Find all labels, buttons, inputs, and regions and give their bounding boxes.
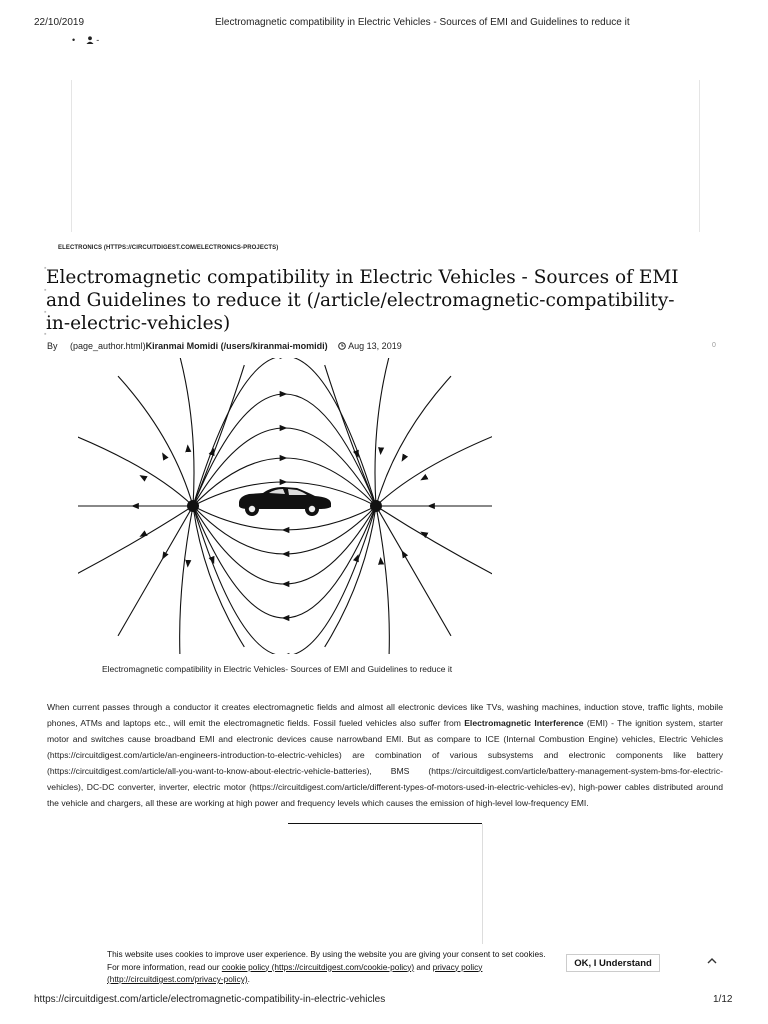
field-arc-upper xyxy=(193,358,376,506)
emi-field-figure xyxy=(78,358,492,654)
field-line-right-arrow xyxy=(424,477,427,479)
privacy-policy-link[interactable]: privacy policy (http://circuitdigest.com/privacy-policy) xyxy=(107,961,483,984)
field-line-left-arrow xyxy=(164,554,166,557)
field-lines-diagram xyxy=(78,358,492,654)
cookie-text: This website uses cookies to improve user experience. By using the website you are giving your consent to set cookies. For more information, read our xyxy=(107,949,546,972)
field-line-left xyxy=(193,365,244,506)
ad-placeholder xyxy=(71,80,700,232)
cookie-accept-button[interactable]: OK, I Understand xyxy=(566,954,660,972)
author-page-link[interactable]: (page_author.html) xyxy=(70,341,146,351)
paragraph-part-1: When current passes through a conductor it creates electromagnetic fields and almost all electronic devices like TVs, washing machines, induction stove, traffic lights, mobile phones, ATMs and laptops etc., will emit the electromagnetic fields. Fossil fueled vehicles also suffer from xyxy=(47,702,723,728)
field-line-left xyxy=(180,358,194,506)
field-line-right-arrow xyxy=(424,534,427,536)
field-line-right xyxy=(325,365,376,506)
print-url: https://circuitdigest.com/article/electromagnetic-compatibility-in-electric-vehicles xyxy=(34,994,386,1005)
field-line-left-arrow xyxy=(143,477,146,479)
user-menu[interactable] xyxy=(72,35,99,45)
menu-bullet: • xyxy=(72,35,76,45)
left-charge-node xyxy=(187,500,199,512)
embed-border xyxy=(288,823,482,824)
field-line-right xyxy=(376,376,451,506)
car-icon xyxy=(239,487,331,516)
category-link[interactable]: ELECTRONICS (HTTPS://CIRCUITDIGEST.COM/ELECTRONICS-PROJECTS) xyxy=(58,245,279,251)
field-line-left-arrow xyxy=(212,451,213,454)
field-line-right-arrow xyxy=(356,451,357,454)
byline xyxy=(47,341,402,351)
field-line-left xyxy=(118,376,193,506)
print-page-title: Electromagnetic compatibility in Electric Vehicles - Sources of EMI and Guidelines to reduce it xyxy=(215,17,630,28)
field-line-right xyxy=(376,431,492,506)
publish-date: Aug 13, 2019 xyxy=(348,341,402,351)
author-link[interactable]: Kiranmai Momidi (/users/kiranmai-momidi) xyxy=(145,341,328,351)
cookie-policy-link[interactable]: cookie policy (https://circuitdigest.com/cookie-policy) xyxy=(221,961,415,972)
emi-bold-term: Electromagnetic Interference xyxy=(464,718,584,728)
field-line-left xyxy=(118,506,193,636)
cookie-text-end: . xyxy=(247,974,250,984)
field-line-right-arrow xyxy=(404,456,406,459)
figure-caption: Electromagnetic compatibility in Electric Vehicles- Sources of EMI and Guidelines to reduce it xyxy=(102,664,453,674)
field-arc-lower xyxy=(193,506,376,530)
intro-paragraph xyxy=(47,699,723,811)
field-line-right xyxy=(325,506,376,647)
cookie-text-and: and xyxy=(414,961,433,972)
field-line-left xyxy=(78,431,193,506)
field-line-right-arrow xyxy=(404,554,406,557)
scroll-top-icon[interactable] xyxy=(706,955,718,969)
embed-border-side xyxy=(482,824,483,944)
by-label: By xyxy=(47,341,58,351)
field-line-right xyxy=(376,506,389,654)
field-line-right xyxy=(376,506,451,636)
share-icon[interactable]: ▪ xyxy=(44,331,47,338)
field-line-left-arrow xyxy=(143,534,146,536)
article-title[interactable]: Electromagnetic compatibility in Electric Vehicles - Sources of EMI and Guidelines to reduce it (/article/electromagnetic-compatibility-in-electric-vehicles) xyxy=(46,267,679,334)
field-line-left xyxy=(180,506,193,654)
field-line-left xyxy=(78,506,193,581)
field-line-right-arrow xyxy=(356,558,357,561)
share-icon[interactable]: ▪ xyxy=(44,265,47,272)
cookie-notice xyxy=(107,948,552,986)
user-icon[interactable] xyxy=(86,35,100,45)
user-menu-caret: - xyxy=(96,35,100,45)
clock-icon xyxy=(338,341,348,351)
comment-count-value: 0 xyxy=(712,342,716,349)
comments-count[interactable] xyxy=(712,342,716,349)
field-line-left-arrow xyxy=(212,558,213,561)
print-page-number: 1/12 xyxy=(713,994,733,1005)
field-arc-lower xyxy=(193,506,376,654)
field-line-left xyxy=(193,506,244,647)
field-line-right xyxy=(375,358,389,506)
paragraph-part-2: (EMI) - The ignition system, starter motor and switches cause broadband EMI and electronic devices cause narrowband EMI. But as compare to ICE (Internal Combustion Engine) vehicles, Electric Vehicles (https://circuitdigest.com/article/an-engineers-introduction-to-electric-vehicles) are combination of various subsystems and electronic components like battery (https://circuitdigest.com/article/all-you-want-to-know-about-electric-vehicle-batteries), BMS (https://circuitdigest.com/article/battery-management-system-bms-for-electric-vehicles), DC-DC converter, inverter, electric motor (https://circuitdigest.com/article/different-types-of-motors-used-in-electric-vehicles-ev), high-power cables distributed around the vehicle and chargers, all these are working at high power and frequency levels which causes the emission of high-level low-frequency EMI. xyxy=(47,718,723,808)
print-date: 22/10/2019 xyxy=(34,17,85,28)
share-icon[interactable]: ▪ xyxy=(44,309,47,316)
share-icon[interactable]: ▪ xyxy=(44,287,47,294)
right-charge-node xyxy=(370,500,382,512)
field-line-right xyxy=(376,506,492,581)
field-line-left-arrow xyxy=(164,456,166,459)
